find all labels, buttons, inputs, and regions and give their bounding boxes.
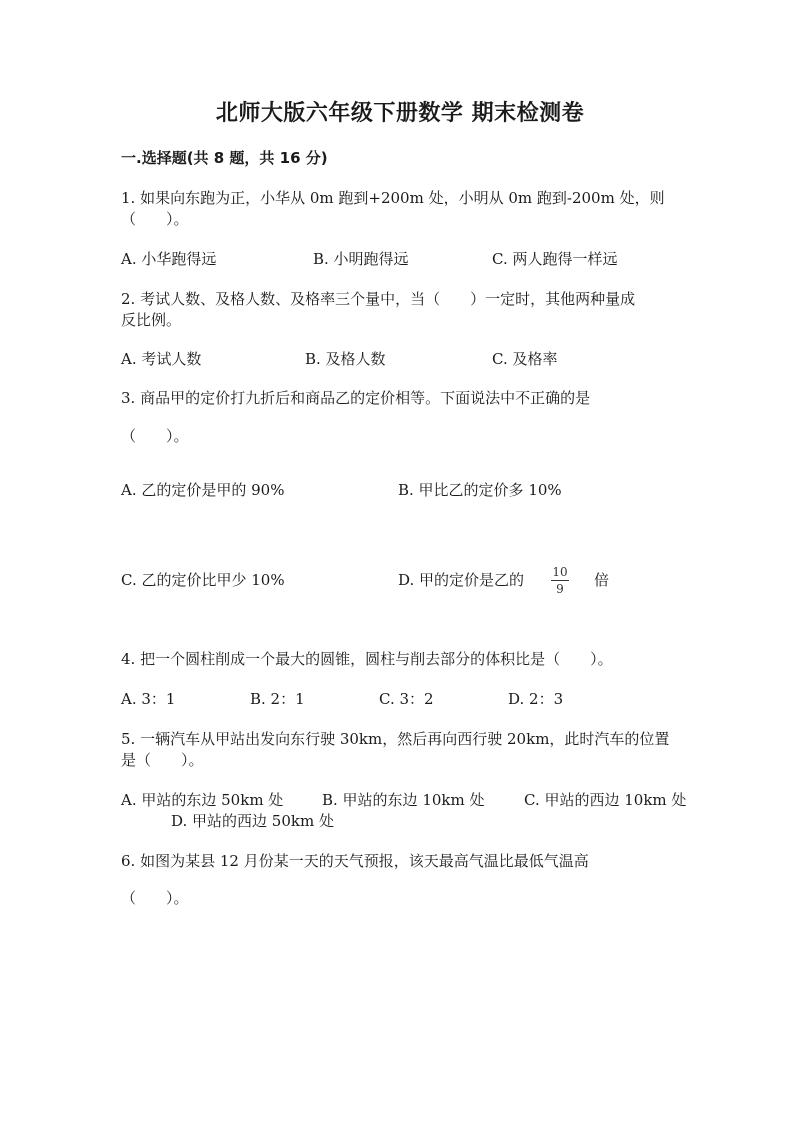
option-c[interactable]: C. 及格率 [492,350,558,368]
fraction-bar [551,580,569,581]
option-d[interactable]: D. 甲站的西边 50km 处 [171,812,334,830]
question-stem: 1. 如果向东跑为正，小华从 0m 跑到+200m 处，小明从 0m 跑到-200m 处，则 [121,189,665,207]
question-stem: （ ）。 [121,427,189,445]
question-stem: 是（ ）。 [121,751,204,769]
option-c[interactable]: C. 两人跑得一样远 [492,250,618,268]
option-d-suffix: 倍 [594,571,610,589]
option-a[interactable]: A. 小华跑得远 [121,250,217,268]
question-stem: 5. 一辆汽车从甲站出发向东行驶 30km，然后再向西行驶 20km，此时汽车的位置 [121,730,670,748]
question-stem: 6. 如图为某县 12 月份某一天的天气预报，该天最高气温比最低气温高 [121,852,589,870]
option-a[interactable]: A. 乙的定价是甲的 90% [121,481,285,499]
question-stem: 3. 商品甲的定价打九折后和商品乙的定价相等。下面说法中不正确的是 [121,389,591,407]
fraction-numerator: 10 [552,565,568,579]
option-c[interactable]: C. 乙的定价比甲少 10% [121,571,285,589]
fraction [551,565,569,596]
option-c[interactable]: C. 甲站的西边 10km 处 [524,791,687,809]
section-heading: 一.选择题(共 8 题，共 16 分) [121,149,328,167]
option-b[interactable]: B. 小明跑得远 [313,250,409,268]
option-a[interactable]: A. 甲站的东边 50km 处 [121,791,284,809]
option-c[interactable]: C. 3：2 [379,690,434,708]
option-b[interactable]: B. 2：1 [250,690,305,708]
fraction-denominator: 9 [556,582,564,596]
option-b[interactable]: B. 甲站的东边 10km 处 [322,791,485,809]
question-stem: 反比例。 [121,311,182,329]
option-a[interactable]: A. 3：1 [121,690,176,708]
question-stem: （ ）。 [121,889,189,907]
question-stem: 4. 把一个圆柱削成一个最大的圆锥，圆柱与削去部分的体积比是（ ）。 [121,650,613,668]
question-stem: 2. 考试人数、及格人数、及格率三个量中，当（ ）一定时，其他两种量成 [121,290,636,308]
option-d[interactable]: D. 2：3 [508,690,564,708]
option-b[interactable]: B. 及格人数 [305,350,386,368]
page-title: 北师大版六年级下册数学 期末检测卷 [215,101,585,126]
question-stem: （ ）。 [121,210,189,228]
option-b[interactable]: B. 甲比乙的定价多 10% [398,481,562,499]
option-d[interactable]: D. 甲的定价是乙的 [398,571,525,589]
option-a[interactable]: A. 考试人数 [121,350,202,368]
